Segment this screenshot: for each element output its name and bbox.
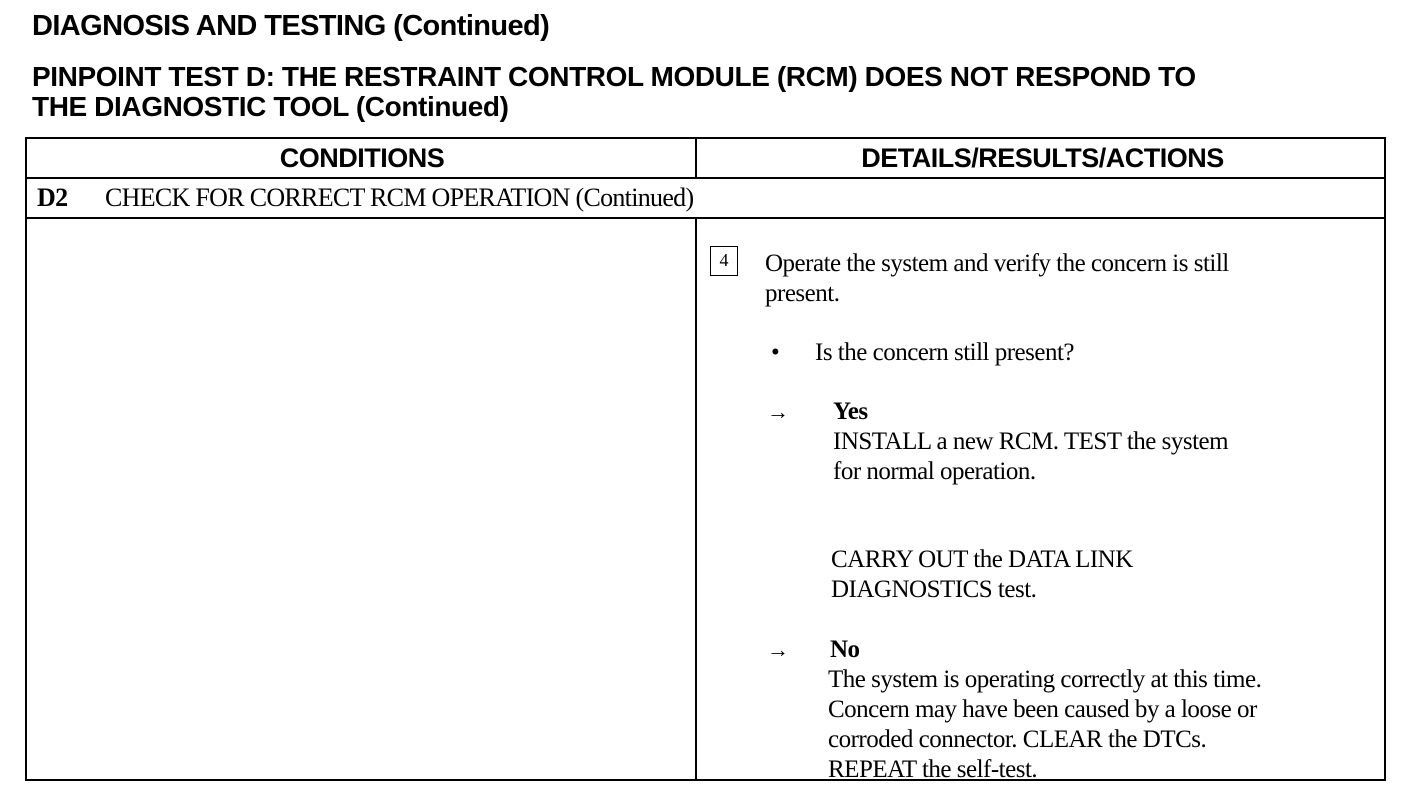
bullet-icon: • — [771, 339, 780, 366]
step-row-divider — [27, 217, 1384, 219]
yes-extra-action — [831, 545, 1133, 605]
substep-instruction — [765, 249, 1229, 309]
yes-action — [833, 427, 1228, 487]
yes-label: Yes — [833, 398, 868, 425]
no-arrow-icon: → — [767, 637, 789, 662]
pinpoint-test-table — [25, 137, 1386, 781]
step-id: D2 — [37, 183, 68, 212]
no-action-line: The system is operating correctly at this time. — [828, 666, 1262, 693]
conditions-column-header: CONDITIONS — [279, 143, 445, 173]
section-title: DIAGNOSIS AND TESTING (Continued) — [32, 10, 550, 42]
step-row — [27, 179, 1384, 217]
yes-extra-line: DIAGNOSTICS test. — [831, 576, 1037, 603]
no-action-line: Concern may have been caused by a loose or — [828, 696, 1257, 723]
no-action-line: REPEAT the self-test. — [828, 756, 1038, 783]
details-results-actions-column-header: DETAILS/RESULTS/ACTIONS — [861, 143, 1224, 173]
yes-extra-line: CARRY OUT the DATA LINK — [831, 546, 1133, 573]
instruction-line: present. — [765, 280, 840, 307]
instruction-line: Operate the system and verify the concern is still — [765, 250, 1229, 277]
question-text: Is the concern still present? — [815, 339, 1075, 366]
substep-number-box: 4 — [710, 246, 738, 276]
column-divider — [695, 139, 697, 779]
no-label: No — [830, 636, 860, 663]
pinpoint-test-title-line-1: PINPOINT TEST D: THE RESTRAINT CONTROL MODULE (RCM) DOES NOT RESPOND TO — [32, 61, 1196, 92]
yes-action-line: for normal operation. — [833, 458, 1036, 485]
yes-action-line: INSTALL a new RCM. TEST the system — [833, 428, 1229, 455]
pinpoint-test-title-line-2: THE DIAGNOSTIC TOOL (Continued) — [32, 91, 509, 122]
step-title: CHECK FOR CORRECT RCM OPERATION (Continued) — [105, 183, 694, 212]
yes-arrow-icon: → — [767, 399, 789, 424]
pinpoint-test-title — [32, 62, 1372, 122]
no-action-line: corroded connector. CLEAR the DTCs. — [828, 726, 1207, 753]
no-action — [828, 665, 1261, 785]
